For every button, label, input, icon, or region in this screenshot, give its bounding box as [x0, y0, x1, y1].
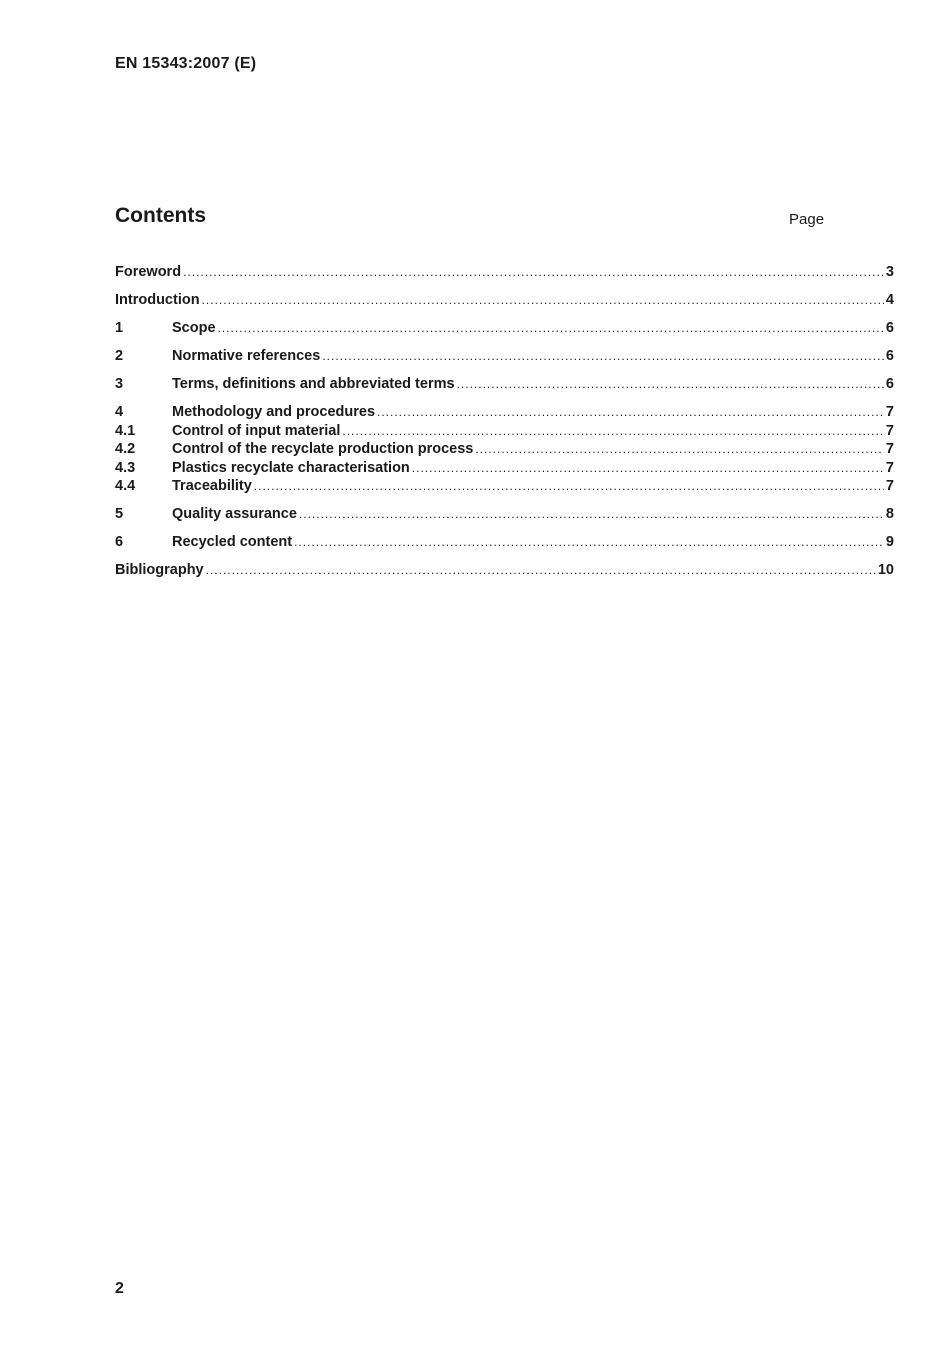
toc-entry-number: 3: [115, 376, 124, 392]
toc-entry-input-material[interactable]: [115, 422, 894, 441]
toc-entry-production-process[interactable]: [115, 440, 894, 459]
toc-leader-dots: [377, 403, 884, 422]
toc-leader-dots: [254, 477, 884, 496]
toc-leader-dots: [299, 505, 884, 524]
toc-entry-page: 7: [885, 478, 894, 494]
toc-entry-page: 8: [885, 506, 894, 522]
toc-entry-page: 6: [885, 320, 894, 336]
toc-entry-title: Foreword: [115, 264, 182, 280]
toc-leader-dots: [412, 459, 884, 478]
page-number: 2: [115, 1280, 124, 1297]
toc-entry-title: Plastics recyclate characterisation: [172, 459, 410, 476]
toc-entry-title: Normative references: [172, 348, 321, 364]
toc-leader-dots: [206, 561, 876, 580]
toc-entry-title: Recycled content: [172, 534, 293, 550]
toc-entry-title: Quality assurance: [172, 506, 297, 522]
toc-entry-title: Control of input material: [172, 422, 341, 439]
toc-entry-recyclate-characterisation[interactable]: [115, 459, 894, 478]
toc-entry-page: 9: [885, 534, 894, 550]
toc-entry-title: Scope: [172, 320, 216, 336]
toc-leader-dots: [294, 533, 884, 552]
toc-entry-page: 3: [885, 264, 894, 280]
toc-entry-methodology[interactable]: [115, 403, 894, 422]
document-header: EN 15343:2007 (E): [115, 55, 257, 72]
toc-leader-dots: [475, 440, 884, 459]
toc-entry-title: Bibliography: [115, 562, 204, 578]
toc-entry-recycled-content[interactable]: [115, 533, 894, 552]
toc-entry-number: 4.2: [115, 441, 136, 457]
toc-entry-number: 4.1: [115, 422, 136, 439]
toc-entry-traceability[interactable]: [115, 477, 894, 496]
toc-entry-number: 1: [115, 320, 124, 336]
toc-entry-title: Introduction: [115, 292, 200, 308]
toc-entry-page: 7: [885, 441, 894, 457]
toc-entry-page: 7: [885, 459, 894, 476]
toc-entry-bibliography[interactable]: [115, 561, 894, 580]
toc-entry-number: 4.3: [115, 459, 136, 476]
table-of-contents: [115, 263, 894, 580]
toc-leader-dots: [342, 422, 884, 441]
toc-entry-title: Terms, definitions and abbreviated terms: [172, 376, 455, 392]
toc-entry-page: 4: [885, 292, 894, 308]
toc-leader-dots: [183, 263, 884, 282]
toc-leader-dots: [457, 375, 884, 394]
toc-entry-page: 6: [885, 348, 894, 364]
toc-entry-page: 10: [877, 562, 894, 578]
toc-entry-title: Traceability: [172, 478, 252, 494]
toc-entry-foreword[interactable]: [115, 263, 894, 282]
toc-entry-title: Methodology and procedures: [172, 404, 376, 420]
toc-entry-quality-assurance[interactable]: [115, 505, 894, 524]
toc-leader-dots: [218, 319, 884, 338]
toc-entry-number: 4.4: [115, 478, 136, 494]
toc-entry-terms-definitions[interactable]: [115, 375, 894, 394]
toc-entry-scope[interactable]: [115, 319, 894, 338]
toc-leader-dots: [322, 347, 884, 366]
contents-title: Contents: [115, 204, 206, 227]
toc-entry-normative-references[interactable]: [115, 347, 894, 366]
toc-leader-dots: [202, 291, 884, 310]
toc-entry-number: 2: [115, 348, 124, 364]
toc-entry-number: 6: [115, 534, 124, 550]
toc-entry-page: 7: [885, 404, 894, 420]
toc-entry-title: Control of the recyclate production process: [172, 441, 474, 457]
toc-entry-number: 4: [115, 404, 124, 420]
toc-entry-page: 6: [885, 376, 894, 392]
page-column-label: Page: [789, 211, 825, 228]
toc-entry-page: 7: [885, 422, 894, 439]
toc-entry-introduction[interactable]: [115, 291, 894, 310]
toc-entry-number: 5: [115, 506, 124, 522]
